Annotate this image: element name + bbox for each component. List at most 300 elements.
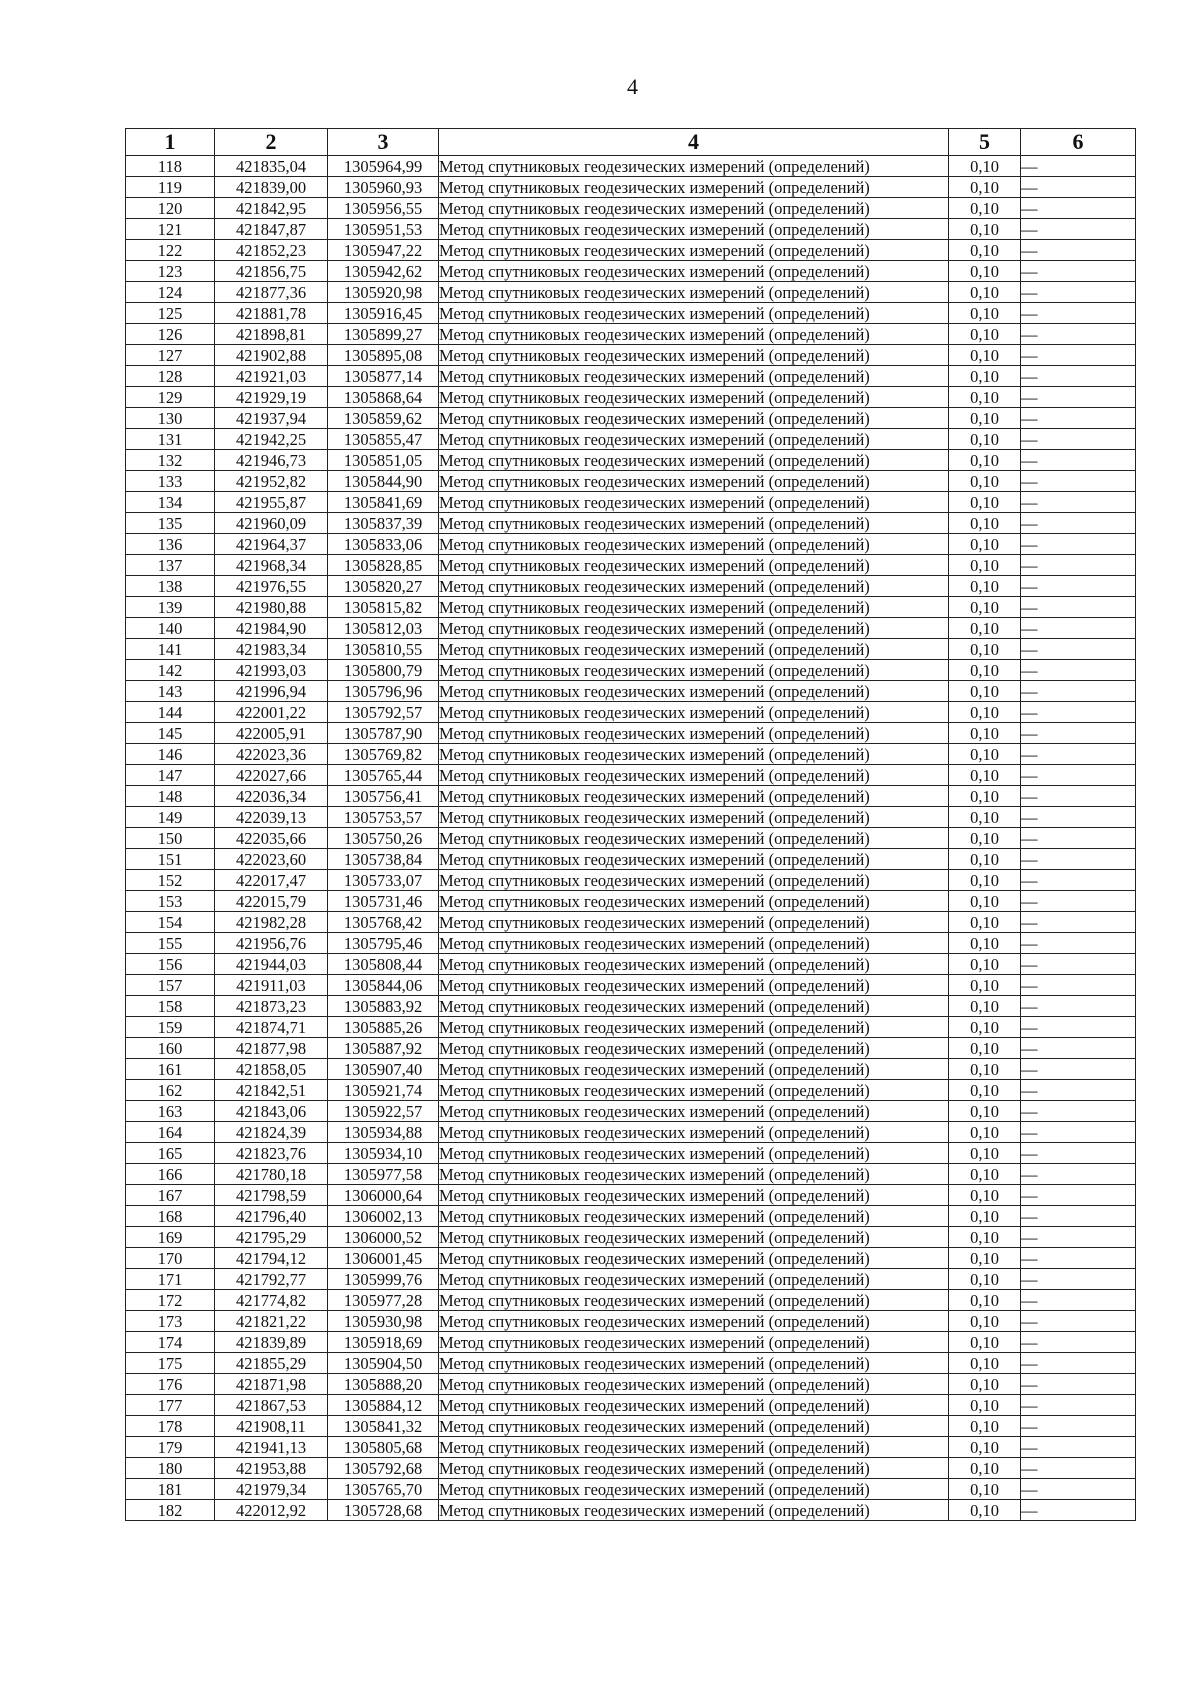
- point-number-cell: 128: [126, 366, 215, 387]
- accuracy-cell: 0,10: [949, 1290, 1021, 1311]
- point-number-cell: 181: [126, 1479, 215, 1500]
- method-cell: Метод спутниковых геодезических измерений (определений): [439, 870, 949, 891]
- coordinate-x-cell: 421942,25: [215, 429, 328, 450]
- point-number-cell: 147: [126, 765, 215, 786]
- point-number-cell: 182: [126, 1500, 215, 1521]
- method-cell: Метод спутниковых геодезических измерений (определений): [439, 1416, 949, 1437]
- method-cell: Метод спутниковых геодезических измерений (определений): [439, 303, 949, 324]
- coordinate-x-cell: 421821,22: [215, 1311, 328, 1332]
- table-row: [126, 1416, 1136, 1437]
- coordinate-x-cell: 421968,34: [215, 555, 328, 576]
- header-col-4: 4: [439, 129, 949, 156]
- accuracy-cell: 0,10: [949, 198, 1021, 219]
- point-number-cell: 157: [126, 975, 215, 996]
- coordinate-y-cell: 1305888,20: [328, 1374, 439, 1395]
- accuracy-cell: 0,10: [949, 261, 1021, 282]
- point-number-cell: 149: [126, 807, 215, 828]
- coordinate-y-cell: 1305738,84: [328, 849, 439, 870]
- accuracy-cell: 0,10: [949, 975, 1021, 996]
- table-row: [126, 660, 1136, 681]
- table-row: [126, 555, 1136, 576]
- method-cell: Метод спутниковых геодезических измерений (определений): [439, 975, 949, 996]
- coordinate-x-cell: 421792,77: [215, 1269, 328, 1290]
- accuracy-cell: 0,10: [949, 849, 1021, 870]
- coordinates-table: [125, 128, 1136, 1521]
- accuracy-cell: 0,10: [949, 576, 1021, 597]
- coordinate-y-cell: 1305920,98: [328, 282, 439, 303]
- accuracy-cell: 0,10: [949, 723, 1021, 744]
- table-row: [126, 240, 1136, 261]
- table-row: [126, 429, 1136, 450]
- method-cell: Метод спутниковых геодезических измерений (определений): [439, 450, 949, 471]
- coordinate-y-cell: 1305765,70: [328, 1479, 439, 1500]
- accuracy-cell: 0,10: [949, 1353, 1021, 1374]
- table-row: [126, 1017, 1136, 1038]
- point-number-cell: 174: [126, 1332, 215, 1353]
- table-row: [126, 1038, 1136, 1059]
- coordinate-y-cell: 1305947,22: [328, 240, 439, 261]
- coordinate-y-cell: 1305805,68: [328, 1437, 439, 1458]
- coordinate-x-cell: 421847,87: [215, 219, 328, 240]
- coordinate-y-cell: 1305877,14: [328, 366, 439, 387]
- point-number-cell: 172: [126, 1290, 215, 1311]
- coordinate-x-cell: 421955,87: [215, 492, 328, 513]
- note-cell: —: [1021, 1185, 1136, 1206]
- point-number-cell: 137: [126, 555, 215, 576]
- coordinate-y-cell: 1305787,90: [328, 723, 439, 744]
- method-cell: Метод спутниковых геодезических измерений (определений): [439, 912, 949, 933]
- method-cell: Метод спутниковых геодезических измерений (определений): [439, 660, 949, 681]
- note-cell: —: [1021, 870, 1136, 891]
- coordinate-x-cell: 421960,09: [215, 513, 328, 534]
- accuracy-cell: 0,10: [949, 1248, 1021, 1269]
- note-cell: —: [1021, 261, 1136, 282]
- coordinate-y-cell: 1305964,99: [328, 156, 439, 177]
- coordinate-y-cell: 1305885,26: [328, 1017, 439, 1038]
- note-cell: —: [1021, 198, 1136, 219]
- coordinate-x-cell: 422039,13: [215, 807, 328, 828]
- method-cell: Метод спутниковых геодезических измерений (определений): [439, 1458, 949, 1479]
- note-cell: —: [1021, 1227, 1136, 1248]
- note-cell: —: [1021, 408, 1136, 429]
- coordinate-y-cell: 1305960,93: [328, 177, 439, 198]
- accuracy-cell: 0,10: [949, 1374, 1021, 1395]
- coordinate-x-cell: 421898,81: [215, 324, 328, 345]
- note-cell: —: [1021, 1374, 1136, 1395]
- table-row: [126, 1080, 1136, 1101]
- method-cell: Метод спутниковых геодезических измерений (определений): [439, 408, 949, 429]
- coordinate-x-cell: 421983,34: [215, 639, 328, 660]
- accuracy-cell: 0,10: [949, 702, 1021, 723]
- table-row: [126, 1458, 1136, 1479]
- accuracy-cell: 0,10: [949, 1269, 1021, 1290]
- coordinate-y-cell: 1305844,06: [328, 975, 439, 996]
- coordinate-x-cell: 421867,53: [215, 1395, 328, 1416]
- method-cell: Метод спутниковых геодезических измерений (определений): [439, 345, 949, 366]
- accuracy-cell: 0,10: [949, 786, 1021, 807]
- note-cell: —: [1021, 240, 1136, 261]
- accuracy-cell: 0,10: [949, 660, 1021, 681]
- coordinate-y-cell: 1305800,79: [328, 660, 439, 681]
- table-row: [126, 1164, 1136, 1185]
- accuracy-cell: 0,10: [949, 345, 1021, 366]
- method-cell: Метод спутниковых геодезических измерений (определений): [439, 219, 949, 240]
- note-cell: —: [1021, 177, 1136, 198]
- method-cell: Метод спутниковых геодезических измерений (определений): [439, 1101, 949, 1122]
- point-number-cell: 171: [126, 1269, 215, 1290]
- note-cell: —: [1021, 282, 1136, 303]
- coordinate-x-cell: 421877,36: [215, 282, 328, 303]
- coordinate-x-cell: 421929,19: [215, 387, 328, 408]
- note-cell: —: [1021, 534, 1136, 555]
- note-cell: —: [1021, 807, 1136, 828]
- point-number-cell: 159: [126, 1017, 215, 1038]
- coordinate-x-cell: 421993,03: [215, 660, 328, 681]
- coordinate-x-cell: 421944,03: [215, 954, 328, 975]
- method-cell: Метод спутниковых геодезических измерений (определений): [439, 1227, 949, 1248]
- point-number-cell: 169: [126, 1227, 215, 1248]
- method-cell: Метод спутниковых геодезических измерений (определений): [439, 555, 949, 576]
- point-number-cell: 136: [126, 534, 215, 555]
- accuracy-cell: 0,10: [949, 1416, 1021, 1437]
- method-cell: Метод спутниковых геодезических измерений (определений): [439, 744, 949, 765]
- point-number-cell: 127: [126, 345, 215, 366]
- coordinate-x-cell: 421941,13: [215, 1437, 328, 1458]
- note-cell: —: [1021, 723, 1136, 744]
- table-row: [126, 975, 1136, 996]
- table-row: [126, 1500, 1136, 1521]
- table-row: [126, 1101, 1136, 1122]
- note-cell: —: [1021, 975, 1136, 996]
- accuracy-cell: 0,10: [949, 513, 1021, 534]
- accuracy-cell: 0,10: [949, 429, 1021, 450]
- note-cell: —: [1021, 1311, 1136, 1332]
- coordinate-y-cell: 1305887,92: [328, 1038, 439, 1059]
- coordinate-y-cell: 1306002,13: [328, 1206, 439, 1227]
- point-number-cell: 162: [126, 1080, 215, 1101]
- note-cell: —: [1021, 954, 1136, 975]
- point-number-cell: 148: [126, 786, 215, 807]
- coordinate-x-cell: 422012,92: [215, 1500, 328, 1521]
- table-row: [126, 912, 1136, 933]
- table-row: [126, 282, 1136, 303]
- accuracy-cell: 0,10: [949, 366, 1021, 387]
- coordinate-x-cell: 421843,06: [215, 1101, 328, 1122]
- table-row: [126, 471, 1136, 492]
- method-cell: Метод спутниковых геодезических измерений (определений): [439, 681, 949, 702]
- accuracy-cell: 0,10: [949, 954, 1021, 975]
- point-number-cell: 119: [126, 177, 215, 198]
- coordinate-x-cell: 422023,60: [215, 849, 328, 870]
- table-row: [126, 1437, 1136, 1458]
- coordinate-y-cell: 1305810,55: [328, 639, 439, 660]
- coordinate-y-cell: 1305922,57: [328, 1101, 439, 1122]
- point-number-cell: 126: [126, 324, 215, 345]
- coordinate-x-cell: 421852,23: [215, 240, 328, 261]
- method-cell: Метод спутниковых геодезических измерений (определений): [439, 1080, 949, 1101]
- point-number-cell: 178: [126, 1416, 215, 1437]
- note-cell: —: [1021, 702, 1136, 723]
- accuracy-cell: 0,10: [949, 1038, 1021, 1059]
- point-number-cell: 141: [126, 639, 215, 660]
- table-row: [126, 891, 1136, 912]
- coordinate-y-cell: 1305916,45: [328, 303, 439, 324]
- point-number-cell: 151: [126, 849, 215, 870]
- method-cell: Метод спутниковых геодезических измерений (определений): [439, 1332, 949, 1353]
- table-row: [126, 1143, 1136, 1164]
- coordinate-y-cell: 1305883,92: [328, 996, 439, 1017]
- accuracy-cell: 0,10: [949, 1122, 1021, 1143]
- coordinate-x-cell: 422005,91: [215, 723, 328, 744]
- accuracy-cell: 0,10: [949, 534, 1021, 555]
- table-row: [126, 534, 1136, 555]
- coordinate-y-cell: 1305837,39: [328, 513, 439, 534]
- accuracy-cell: 0,10: [949, 1458, 1021, 1479]
- point-number-cell: 132: [126, 450, 215, 471]
- method-cell: Метод спутниковых геодезических измерений (определений): [439, 366, 949, 387]
- coordinate-y-cell: 1305765,44: [328, 765, 439, 786]
- note-cell: —: [1021, 555, 1136, 576]
- table-row: [126, 639, 1136, 660]
- coordinate-x-cell: 421956,76: [215, 933, 328, 954]
- coordinate-x-cell: 421952,82: [215, 471, 328, 492]
- table-row: [126, 1395, 1136, 1416]
- accuracy-cell: 0,10: [949, 1101, 1021, 1122]
- point-number-cell: 161: [126, 1059, 215, 1080]
- table-row: [126, 1269, 1136, 1290]
- table-row: [126, 1332, 1136, 1353]
- point-number-cell: 168: [126, 1206, 215, 1227]
- method-cell: Метод спутниковых геодезических измерений (определений): [439, 1479, 949, 1500]
- method-cell: Метод спутниковых геодезических измерений (определений): [439, 996, 949, 1017]
- point-number-cell: 165: [126, 1143, 215, 1164]
- table-row: [126, 513, 1136, 534]
- table-row: [126, 681, 1136, 702]
- point-number-cell: 156: [126, 954, 215, 975]
- method-cell: Метод спутниковых геодезических измерений (определений): [439, 765, 949, 786]
- table-row: [126, 933, 1136, 954]
- note-cell: —: [1021, 618, 1136, 639]
- accuracy-cell: 0,10: [949, 597, 1021, 618]
- accuracy-cell: 0,10: [949, 912, 1021, 933]
- note-cell: —: [1021, 345, 1136, 366]
- point-number-cell: 170: [126, 1248, 215, 1269]
- note-cell: —: [1021, 387, 1136, 408]
- method-cell: Метод спутниковых геодезических измерений (определений): [439, 534, 949, 555]
- method-cell: Метод спутниковых геодезических измерений (определений): [439, 828, 949, 849]
- coordinate-y-cell: 1305851,05: [328, 450, 439, 471]
- table-row: [126, 1227, 1136, 1248]
- coordinate-x-cell: 422036,34: [215, 786, 328, 807]
- note-cell: —: [1021, 1437, 1136, 1458]
- table-row: [126, 156, 1136, 177]
- point-number-cell: 143: [126, 681, 215, 702]
- table-row: [126, 1311, 1136, 1332]
- coordinate-y-cell: 1306000,64: [328, 1185, 439, 1206]
- coordinate-x-cell: 421798,59: [215, 1185, 328, 1206]
- note-cell: —: [1021, 1332, 1136, 1353]
- table-row: [126, 576, 1136, 597]
- note-cell: —: [1021, 765, 1136, 786]
- point-number-cell: 140: [126, 618, 215, 639]
- table-row: [126, 387, 1136, 408]
- table-row: [126, 702, 1136, 723]
- note-cell: —: [1021, 450, 1136, 471]
- table-row: [126, 1353, 1136, 1374]
- table-row: [126, 198, 1136, 219]
- point-number-cell: 160: [126, 1038, 215, 1059]
- method-cell: Метод спутниковых геодезических измерений (определений): [439, 1374, 949, 1395]
- note-cell: —: [1021, 849, 1136, 870]
- coordinate-y-cell: 1305844,90: [328, 471, 439, 492]
- method-cell: Метод спутниковых геодезических измерений (определений): [439, 429, 949, 450]
- method-cell: Метод спутниковых геодезических измерений (определений): [439, 1206, 949, 1227]
- coordinate-y-cell: 1305841,69: [328, 492, 439, 513]
- method-cell: Метод спутниковых геодезических измерений (определений): [439, 1311, 949, 1332]
- accuracy-cell: 0,10: [949, 1059, 1021, 1080]
- table-row: [126, 1374, 1136, 1395]
- coordinate-x-cell: 421839,00: [215, 177, 328, 198]
- note-cell: —: [1021, 219, 1136, 240]
- point-number-cell: 180: [126, 1458, 215, 1479]
- method-cell: Метод спутниковых геодезических измерений (определений): [439, 198, 949, 219]
- coordinate-x-cell: 422015,79: [215, 891, 328, 912]
- coordinate-x-cell: 421856,75: [215, 261, 328, 282]
- table-row: [126, 450, 1136, 471]
- coordinate-y-cell: 1306000,52: [328, 1227, 439, 1248]
- point-number-cell: 138: [126, 576, 215, 597]
- header-col-3: 3: [328, 129, 439, 156]
- note-cell: —: [1021, 933, 1136, 954]
- method-cell: Метод спутниковых геодезических измерений (определений): [439, 786, 949, 807]
- method-cell: Метод спутниковых геодезических измерений (определений): [439, 597, 949, 618]
- note-cell: —: [1021, 324, 1136, 345]
- point-number-cell: 146: [126, 744, 215, 765]
- table-row: [126, 261, 1136, 282]
- method-cell: Метод спутниковых геодезических измерений (определений): [439, 513, 949, 534]
- table-row: [126, 723, 1136, 744]
- method-cell: Метод спутниковых геодезических измерений (определений): [439, 261, 949, 282]
- point-number-cell: 177: [126, 1395, 215, 1416]
- method-cell: Метод спутниковых геодезических измерений (определений): [439, 1185, 949, 1206]
- method-cell: Метод спутниковых геодезических измерений (определений): [439, 723, 949, 744]
- coordinate-y-cell: 1305859,62: [328, 408, 439, 429]
- accuracy-cell: 0,10: [949, 156, 1021, 177]
- note-cell: —: [1021, 597, 1136, 618]
- point-number-cell: 139: [126, 597, 215, 618]
- table-row: [126, 597, 1136, 618]
- method-cell: Метод спутниковых геодезических измерений (определений): [439, 1437, 949, 1458]
- coordinate-x-cell: 421881,78: [215, 303, 328, 324]
- note-cell: —: [1021, 513, 1136, 534]
- coordinate-x-cell: 422001,22: [215, 702, 328, 723]
- method-cell: Метод спутниковых геодезических измерений (определений): [439, 240, 949, 261]
- coordinate-y-cell: 1305815,82: [328, 597, 439, 618]
- accuracy-cell: 0,10: [949, 324, 1021, 345]
- table-row: [126, 765, 1136, 786]
- method-cell: Метод спутниковых геодезических измерений (определений): [439, 1269, 949, 1290]
- coordinate-x-cell: 421873,23: [215, 996, 328, 1017]
- accuracy-cell: 0,10: [949, 1227, 1021, 1248]
- point-number-cell: 152: [126, 870, 215, 891]
- accuracy-cell: 0,10: [949, 618, 1021, 639]
- accuracy-cell: 0,10: [949, 1206, 1021, 1227]
- coordinate-x-cell: 421794,12: [215, 1248, 328, 1269]
- coordinate-y-cell: 1305728,68: [328, 1500, 439, 1521]
- point-number-cell: 135: [126, 513, 215, 534]
- accuracy-cell: 0,10: [949, 492, 1021, 513]
- coordinate-y-cell: 1305750,26: [328, 828, 439, 849]
- accuracy-cell: 0,10: [949, 219, 1021, 240]
- coordinate-x-cell: 421982,28: [215, 912, 328, 933]
- method-cell: Метод спутниковых геодезических измерений (определений): [439, 1038, 949, 1059]
- coordinate-y-cell: 1305907,40: [328, 1059, 439, 1080]
- coordinate-x-cell: 421871,98: [215, 1374, 328, 1395]
- method-cell: Метод спутниковых геодезических измерений (определений): [439, 1143, 949, 1164]
- point-number-cell: 118: [126, 156, 215, 177]
- note-cell: —: [1021, 1248, 1136, 1269]
- coordinate-x-cell: 421858,05: [215, 1059, 328, 1080]
- table-row: [126, 849, 1136, 870]
- coordinate-y-cell: 1305820,27: [328, 576, 439, 597]
- point-number-cell: 155: [126, 933, 215, 954]
- coordinate-y-cell: 1305956,55: [328, 198, 439, 219]
- coordinate-x-cell: 421902,88: [215, 345, 328, 366]
- point-number-cell: 179: [126, 1437, 215, 1458]
- point-number-cell: 163: [126, 1101, 215, 1122]
- method-cell: Метод спутниковых геодезических измерений (определений): [439, 891, 949, 912]
- method-cell: Метод спутниковых геодезических измерений (определений): [439, 849, 949, 870]
- table-row: [126, 828, 1136, 849]
- coordinate-y-cell: 1306001,45: [328, 1248, 439, 1269]
- coordinate-x-cell: 422035,66: [215, 828, 328, 849]
- method-cell: Метод спутниковых геодезических измерений (определений): [439, 618, 949, 639]
- note-cell: —: [1021, 1479, 1136, 1500]
- method-cell: Метод спутниковых геодезических измерений (определений): [439, 1164, 949, 1185]
- point-number-cell: 150: [126, 828, 215, 849]
- note-cell: —: [1021, 996, 1136, 1017]
- note-cell: —: [1021, 1143, 1136, 1164]
- coordinate-x-cell: 421824,39: [215, 1122, 328, 1143]
- point-number-cell: 175: [126, 1353, 215, 1374]
- method-cell: Метод спутниковых геодезических измерений (определений): [439, 1353, 949, 1374]
- note-cell: —: [1021, 744, 1136, 765]
- coordinate-y-cell: 1305796,96: [328, 681, 439, 702]
- coordinate-x-cell: 421976,55: [215, 576, 328, 597]
- note-cell: —: [1021, 429, 1136, 450]
- coordinate-y-cell: 1305731,46: [328, 891, 439, 912]
- coordinate-y-cell: 1305921,74: [328, 1080, 439, 1101]
- table-row: [126, 1206, 1136, 1227]
- coordinate-y-cell: 1305934,88: [328, 1122, 439, 1143]
- note-cell: —: [1021, 1458, 1136, 1479]
- accuracy-cell: 0,10: [949, 1500, 1021, 1521]
- accuracy-cell: 0,10: [949, 408, 1021, 429]
- note-cell: —: [1021, 639, 1136, 660]
- coordinate-x-cell: 421795,29: [215, 1227, 328, 1248]
- note-cell: —: [1021, 492, 1136, 513]
- method-cell: Метод спутниковых геодезических измерений (определений): [439, 807, 949, 828]
- coordinate-y-cell: 1305828,85: [328, 555, 439, 576]
- point-number-cell: 164: [126, 1122, 215, 1143]
- note-cell: —: [1021, 1269, 1136, 1290]
- table-row: [126, 366, 1136, 387]
- note-cell: —: [1021, 471, 1136, 492]
- point-number-cell: 121: [126, 219, 215, 240]
- accuracy-cell: 0,10: [949, 870, 1021, 891]
- table-row: [126, 1122, 1136, 1143]
- coordinate-x-cell: 421774,82: [215, 1290, 328, 1311]
